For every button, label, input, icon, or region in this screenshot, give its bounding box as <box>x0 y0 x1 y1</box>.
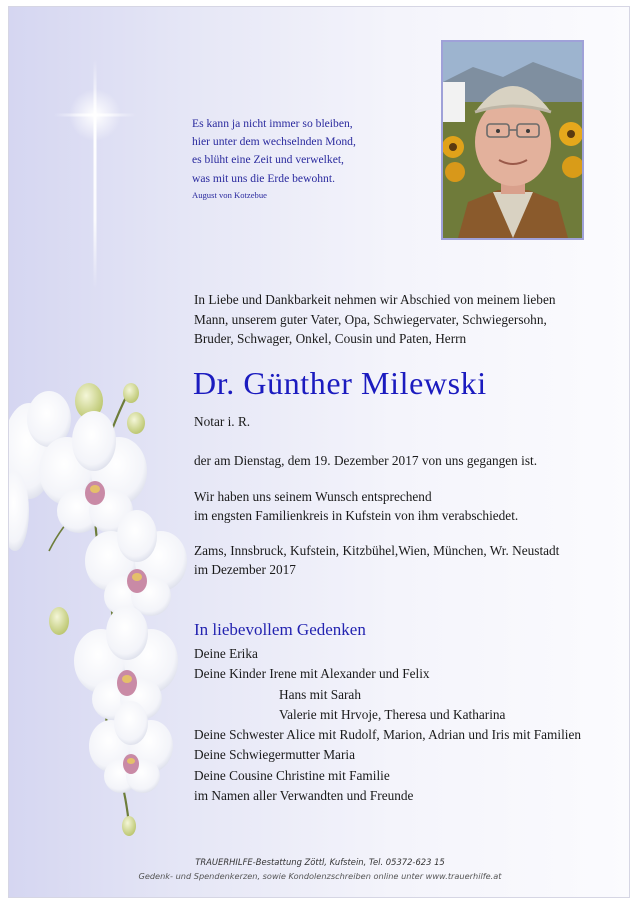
mourner-line: Deine Schwiegermutter Maria <box>194 747 355 763</box>
intro-line: Mann, unserem guter Vater, Opa, Schwiegervater, Schwiegersohn, <box>194 311 547 327</box>
poem-author: August von Kotzebue <box>192 189 267 200</box>
mourner-line: Valerie mit Hrvoje, Theresa und Katharina <box>279 706 506 722</box>
remembrance-heading: In liebevollem Gedenken <box>194 620 366 639</box>
poem-quote <box>192 115 422 200</box>
portrait-photo <box>441 40 584 240</box>
places-line: im Dezember 2017 <box>194 562 296 577</box>
places-line: Zams, Innsbruck, Kufstein, Kitzbühel,Wien, München, Wr. Neustadt <box>194 543 560 558</box>
portrait-image <box>443 42 582 238</box>
mourner-line: Deine Schwester Alice mit Rudolf, Marion, Adrian und Iris mit Familien <box>194 727 582 743</box>
funeral-home-line: TRAUERHILFE-Bestattung Zöttl, Kufstein, Tel. 05372-623 15 <box>195 857 445 867</box>
obituary-card <box>8 6 630 898</box>
mourner-line: Hans mit Sarah <box>279 686 361 702</box>
intro-line: Bruder, Schwager, Onkel, Cousin und Paten, Herrn <box>194 331 467 347</box>
mourner-line: Deine Cousine Christine mit Familie <box>194 767 390 783</box>
deceased-name: Dr. Günther Milewski <box>193 365 487 401</box>
mourners-list <box>194 644 581 806</box>
poem-line: Es kann ja nicht immer so bleiben, <box>192 117 353 130</box>
death-notice: der am Dienstag, dem 19. Dezember 2017 von uns gegangen ist. <box>194 453 538 468</box>
deceased-title: Notar i. R. <box>194 414 251 429</box>
mourner-line: Deine Erika <box>194 646 258 661</box>
orchid-decoration <box>9 371 189 841</box>
farewell-line: Wir haben uns seinem Wunsch entsprechend <box>194 489 432 504</box>
condolence-link[interactable]: Gedenk- und Spendenkerzen, sowie Kondolenzschreiben online unter www.trauerhilfe.at <box>138 871 502 881</box>
places-text <box>194 541 559 579</box>
mourner-line: im Namen aller Verwandten und Freunde <box>194 788 414 804</box>
farewell-text <box>194 487 518 525</box>
intro-line: In Liebe und Dankbarkeit nehmen wir Abschied von meinem lieben <box>194 292 556 307</box>
poem-line: es blüht eine Zeit und verwelket, <box>192 153 344 167</box>
intro-text <box>194 290 556 349</box>
poem-line: was mit uns die Erde bewohnt. <box>192 171 335 185</box>
cross-icon <box>54 59 136 289</box>
mourner-line: Deine Kinder Irene mit Alexander und Felix <box>194 666 430 682</box>
poem-line: hier unter dem wechselnden Mond, <box>192 135 356 149</box>
farewell-line: im engsten Familienkreis in Kufstein von ihm verabschiedet. <box>194 508 519 523</box>
